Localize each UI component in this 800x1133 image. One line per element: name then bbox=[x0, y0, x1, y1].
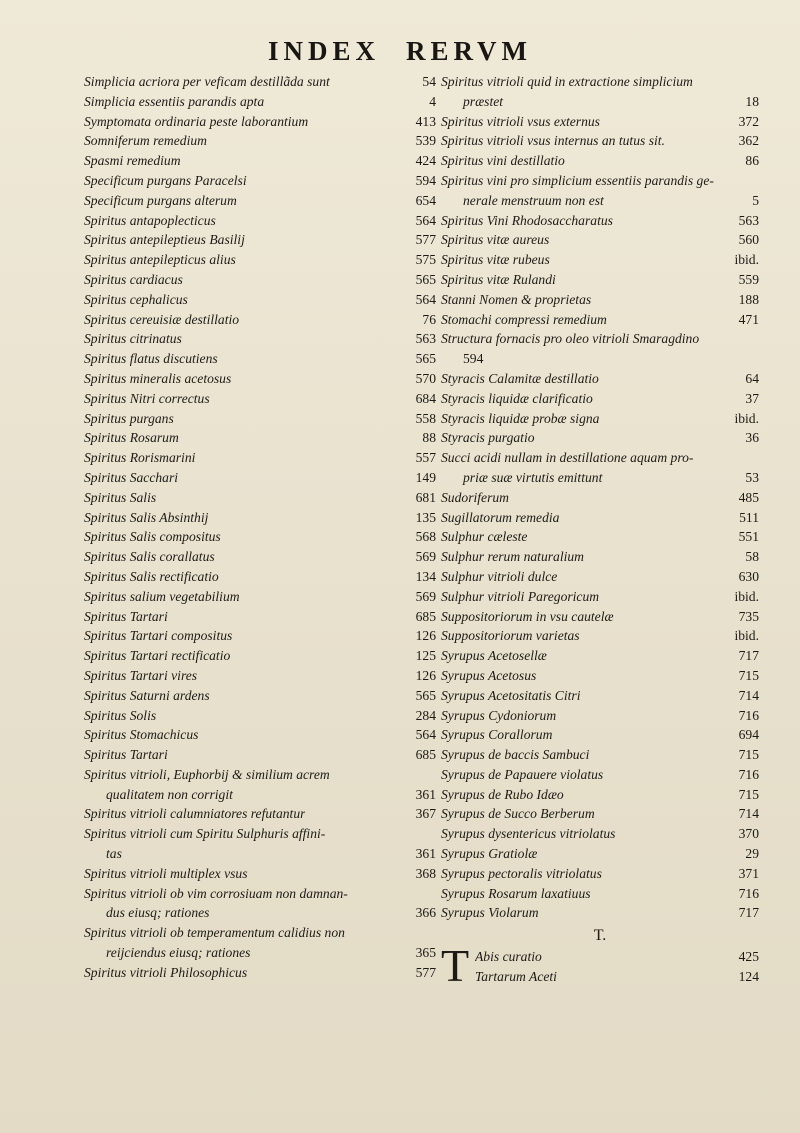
index-entry bbox=[84, 191, 436, 211]
entry-text: Spiritus Salis compositus bbox=[84, 529, 221, 545]
entry-text: Spiritus vini pro simplicium essentiis parandis ge- bbox=[441, 172, 714, 188]
entry-text: Syrupus de Papauere violatus bbox=[441, 766, 604, 782]
page-number: 565 bbox=[415, 687, 436, 703]
entry-text: Spiritus vitæ aureus bbox=[441, 232, 550, 248]
entry-text: Abis curatio bbox=[475, 949, 542, 965]
page-number: 149 bbox=[415, 469, 436, 485]
index-entry bbox=[441, 725, 759, 745]
index-entry bbox=[84, 508, 436, 528]
page-number: 563 bbox=[415, 331, 436, 347]
right-column bbox=[441, 72, 759, 992]
entry-text-cont: dus eiusq; rationes bbox=[106, 905, 210, 921]
index-entry bbox=[441, 508, 759, 528]
index-entry bbox=[84, 547, 436, 567]
entry-text: Spiritus purgans bbox=[84, 410, 174, 426]
index-entry bbox=[84, 92, 436, 112]
page-number: 569 bbox=[415, 588, 436, 604]
index-entry bbox=[441, 864, 759, 884]
entry-text: Spiritus vitæ rubeus bbox=[441, 252, 550, 268]
index-entry bbox=[84, 369, 436, 389]
entry-text: Spiritus antepilepticus alius bbox=[84, 252, 236, 268]
index-entry bbox=[475, 947, 759, 967]
entry-text: Spiritus Sacchari bbox=[84, 469, 179, 485]
index-entry bbox=[84, 725, 436, 745]
page-number: 594 bbox=[463, 351, 484, 367]
entry-text: Spiritus vitrioli ob temperamentum calidius non bbox=[84, 925, 345, 941]
entry-text: Spiritus Tartari compositus bbox=[84, 628, 233, 644]
entry-text: Syrupus Corallorum bbox=[441, 727, 553, 743]
page-number: 361 bbox=[415, 846, 436, 862]
entry-text: Syrupus Rosarum laxatiuus bbox=[441, 885, 591, 901]
page-number: 511 bbox=[739, 509, 759, 525]
entry-text: Syrupus dysentericus vitriolatus bbox=[441, 826, 616, 842]
page-number: 559 bbox=[738, 271, 759, 287]
entry-text: Spiritus antapoplecticus bbox=[84, 212, 216, 228]
index-entry bbox=[84, 706, 436, 726]
index-entry bbox=[84, 527, 436, 547]
entry-continuation bbox=[84, 844, 436, 864]
page-number: 564 bbox=[415, 212, 436, 228]
index-entry bbox=[84, 329, 436, 349]
entry-text: Spiritus Nitri correctus bbox=[84, 390, 210, 406]
page-number: 37 bbox=[745, 390, 759, 406]
page-number: 594 bbox=[415, 172, 436, 188]
entry-continuation bbox=[84, 943, 436, 963]
index-entry bbox=[84, 626, 436, 646]
index-entry bbox=[441, 785, 759, 805]
entry-text: Stomachi compressi remedium bbox=[441, 311, 607, 327]
entry-text: Spiritus Solis bbox=[84, 707, 157, 723]
index-entry bbox=[441, 211, 759, 231]
entry-text: Spiritus Tartari bbox=[84, 608, 168, 624]
index-entry bbox=[441, 646, 759, 666]
index-entry bbox=[84, 310, 436, 330]
index-entry bbox=[441, 804, 759, 824]
index-entry bbox=[84, 409, 436, 429]
entry-text: Spiritus vitrioli vsus internus an tutus sit. bbox=[441, 133, 665, 149]
index-entry bbox=[441, 884, 759, 904]
index-entry bbox=[441, 310, 759, 330]
page-number: 4 bbox=[429, 93, 436, 109]
entry-text: Spiritus flatus discutiens bbox=[84, 351, 218, 367]
index-entry bbox=[84, 646, 436, 666]
page-number: 370 bbox=[738, 826, 759, 842]
page-number: ibid. bbox=[734, 588, 759, 604]
index-entry bbox=[441, 567, 759, 587]
page-number: 124 bbox=[738, 969, 759, 985]
entry-text: Spiritus Rorismarini bbox=[84, 450, 196, 466]
page-number: 716 bbox=[738, 885, 759, 901]
entry-text: Somniferum remedium bbox=[84, 133, 207, 149]
entry-text: Suppositoriorum varietas bbox=[441, 628, 580, 644]
entry-text: Spiritus vitrioli ob vim corrosiuam non damnan- bbox=[84, 885, 348, 901]
page-number: 372 bbox=[738, 113, 759, 129]
page-number: 684 bbox=[415, 390, 436, 406]
entry-text: Sulphur vitrioli Paregoricum bbox=[441, 588, 600, 604]
page-number: 557 bbox=[415, 450, 436, 466]
entry-text: Spiritus vitrioli, Euphorbij & similium acrem bbox=[84, 766, 330, 782]
entry-text: Spiritus cephalicus bbox=[84, 291, 188, 307]
page-number: 284 bbox=[415, 707, 436, 723]
index-entry bbox=[84, 349, 436, 369]
index-entry bbox=[84, 745, 436, 765]
index-entry bbox=[84, 468, 436, 488]
index-entry bbox=[441, 428, 759, 448]
page-number: 365 bbox=[415, 945, 436, 961]
page-number: 366 bbox=[415, 905, 436, 921]
entry-continuation bbox=[84, 903, 436, 923]
page-number: 681 bbox=[415, 489, 436, 505]
page-number: 716 bbox=[738, 707, 759, 723]
index-entry bbox=[441, 151, 759, 171]
index-entry bbox=[441, 488, 759, 508]
page-number: 5 bbox=[752, 192, 759, 208]
entry-text: Sulphur vitrioli dulce bbox=[441, 568, 558, 584]
entry-continuation bbox=[441, 468, 759, 488]
entry-text: Syrupus Cydoniorum bbox=[441, 707, 557, 723]
entry-text: Spiritus vitæ Rulandi bbox=[441, 271, 556, 287]
entry-text: Syrupus pectoralis vitriolatus bbox=[441, 865, 602, 881]
entry-text: Styracis purgatio bbox=[441, 430, 535, 446]
page-number: 715 bbox=[738, 747, 759, 763]
index-entry bbox=[84, 290, 436, 310]
index-entry bbox=[475, 967, 759, 987]
index-entry bbox=[441, 389, 759, 409]
entry-text: Spiritus Stomachicus bbox=[84, 727, 199, 743]
index-entry bbox=[84, 448, 436, 468]
index-entry bbox=[441, 765, 759, 785]
page-number: 685 bbox=[415, 747, 436, 763]
entry-text: Styracis Calamitæ destillatio bbox=[441, 370, 599, 386]
index-entry bbox=[84, 567, 436, 587]
page-number: 558 bbox=[415, 410, 436, 426]
entry-text: Spiritus vitrioli multiplex vsus bbox=[84, 865, 248, 881]
entry-text: Spiritus vitrioli quid in extractione simplicium bbox=[441, 74, 693, 89]
entry-text: Specificum purgans Paracelsi bbox=[84, 172, 247, 188]
page-number: 717 bbox=[738, 648, 759, 664]
index-entry bbox=[84, 587, 436, 607]
entry-text: Styracis liquidæ clarificatio bbox=[441, 390, 593, 406]
page-number: 371 bbox=[738, 865, 759, 881]
index-entry bbox=[441, 626, 759, 646]
entry-text: Stanni Nomen & proprietas bbox=[441, 291, 592, 307]
page-number: 717 bbox=[738, 905, 759, 921]
page-number: 630 bbox=[738, 568, 759, 584]
page-number: 485 bbox=[738, 489, 759, 505]
entry-text: Sugillatorum remedia bbox=[441, 509, 560, 525]
page-number: 413 bbox=[415, 113, 436, 129]
page-number: 361 bbox=[415, 786, 436, 802]
page-number: ibid. bbox=[734, 628, 759, 644]
entry-text-cont: tas bbox=[106, 846, 122, 862]
index-entry bbox=[84, 211, 436, 231]
page-number: 88 bbox=[422, 430, 436, 446]
entry-text: Spiritus Saturni ardens bbox=[84, 687, 210, 703]
entry-text: Syrupus Acetosus bbox=[441, 667, 537, 683]
entry-text: Simplicia essentiis parandis apta bbox=[84, 93, 265, 109]
entry-text: Spiritus Tartari vires bbox=[84, 667, 198, 683]
entry-text: Sudoriferum bbox=[441, 489, 509, 505]
index-entry bbox=[84, 250, 436, 270]
index-entry bbox=[84, 131, 436, 151]
index-entry bbox=[84, 666, 436, 686]
drop-cap: T bbox=[441, 940, 470, 992]
index-entry bbox=[441, 230, 759, 250]
section-letter-heading: T. bbox=[593, 927, 607, 945]
entry-continuation bbox=[441, 92, 759, 112]
page-number: 58 bbox=[745, 549, 759, 565]
page-number: 425 bbox=[738, 949, 759, 965]
page-number: 716 bbox=[738, 766, 759, 782]
entry-text: Spiritus vini destillatio bbox=[441, 153, 565, 169]
index-entry bbox=[441, 448, 759, 468]
index-entry bbox=[441, 527, 759, 547]
page-number: 53 bbox=[745, 469, 759, 485]
page-number: 18 bbox=[745, 93, 759, 109]
entry-text: Spasmi remedium bbox=[84, 153, 181, 169]
page-number: 577 bbox=[415, 964, 436, 980]
entry-text: Styracis liquidæ probæ signa bbox=[441, 410, 600, 426]
page-number: 539 bbox=[415, 133, 436, 149]
page-number: 715 bbox=[738, 667, 759, 683]
entry-text-cont: priæ suæ virtutis emittunt bbox=[463, 469, 603, 485]
entry-text: Spiritus Rosarum bbox=[84, 430, 179, 446]
entry-text-cont: præstet bbox=[463, 93, 504, 109]
page-number: 76 bbox=[422, 311, 436, 327]
page-number: 735 bbox=[738, 608, 759, 624]
index-entry bbox=[441, 903, 759, 923]
entry-text-cont: nerale menstruum non est bbox=[463, 192, 604, 208]
page-number: 714 bbox=[738, 687, 759, 703]
entry-text: Syrupus Acetositatis Citri bbox=[441, 687, 581, 703]
entry-text: Spiritus mineralis acetosus bbox=[84, 370, 232, 386]
index-entry bbox=[84, 72, 436, 92]
entry-continuation bbox=[84, 785, 436, 805]
entry-text: Spiritus Salis bbox=[84, 489, 157, 505]
entry-text: Spiritus Salis Absinthij bbox=[84, 509, 209, 525]
index-entry bbox=[84, 804, 436, 824]
index-entry bbox=[84, 151, 436, 171]
page-number: 694 bbox=[738, 727, 759, 743]
index-entry bbox=[84, 230, 436, 250]
entry-text: Spiritus antepileptieus Basilij bbox=[84, 232, 245, 248]
page-number: 565 bbox=[415, 351, 436, 367]
page-number: 577 bbox=[415, 232, 436, 248]
index-entry bbox=[441, 329, 759, 349]
index-entry bbox=[441, 270, 759, 290]
index-entry bbox=[441, 587, 759, 607]
entry-text: Spiritus Salis corallatus bbox=[84, 549, 215, 565]
index-entry bbox=[441, 706, 759, 726]
index-entry bbox=[441, 686, 759, 706]
page-number: 126 bbox=[415, 667, 436, 683]
entry-text: Spiritus Vini Rhodosaccharatus bbox=[441, 212, 613, 228]
index-entry bbox=[441, 607, 759, 627]
entry-text: Sulphur cæleste bbox=[441, 529, 528, 545]
entry-text: Spiritus vitrioli cum Spiritu Sulphuris affini- bbox=[84, 826, 326, 842]
index-entry bbox=[84, 923, 436, 943]
entry-text: Syrupus Acetosellæ bbox=[441, 648, 547, 664]
index-entry bbox=[84, 824, 436, 844]
page-number: ibid. bbox=[734, 252, 759, 268]
index-entry bbox=[441, 844, 759, 864]
entry-text: Syrupus de Succo Berberum bbox=[441, 806, 595, 822]
index-entry bbox=[84, 112, 436, 132]
page-number: 135 bbox=[415, 509, 436, 525]
entry-text: Spiritus vitrioli Philosophicus bbox=[84, 964, 248, 980]
entry-continuation bbox=[441, 191, 759, 211]
index-entry bbox=[84, 171, 436, 191]
page-number: 424 bbox=[415, 153, 436, 169]
entry-text: Spiritus cereuisiæ destillatio bbox=[84, 311, 240, 327]
page-number: 29 bbox=[745, 846, 759, 862]
header-word-index: INDEX bbox=[267, 36, 380, 66]
index-entry bbox=[84, 389, 436, 409]
page-number: 188 bbox=[738, 291, 759, 307]
index-entry bbox=[84, 270, 436, 290]
entry-text: Spiritus Tartari rectificatio bbox=[84, 648, 231, 664]
index-entry bbox=[441, 824, 759, 844]
page-number: 564 bbox=[415, 727, 436, 743]
page-number: 551 bbox=[738, 529, 759, 545]
index-entry bbox=[84, 884, 436, 904]
index-entry bbox=[441, 171, 759, 191]
entry-text: Syrupus Gratiolæ bbox=[441, 846, 538, 862]
header-word-rerum: RERVM bbox=[405, 36, 533, 66]
page-number: 569 bbox=[415, 549, 436, 565]
entry-text: Syrupus Violarum bbox=[441, 905, 539, 921]
page-number: 367 bbox=[415, 806, 436, 822]
entry-text: Spiritus salium vegetabilium bbox=[84, 588, 240, 604]
index-entry bbox=[441, 250, 759, 270]
page-number: 64 bbox=[745, 370, 759, 386]
index-entry bbox=[84, 607, 436, 627]
page-number: 563 bbox=[738, 212, 759, 228]
page-number: 715 bbox=[738, 786, 759, 802]
left-column bbox=[84, 72, 436, 983]
page-number: 570 bbox=[415, 370, 436, 386]
page-number: 36 bbox=[745, 430, 759, 446]
index-entry bbox=[84, 488, 436, 508]
index-entry bbox=[84, 686, 436, 706]
entry-text: Spiritus vitrioli vsus externus bbox=[441, 113, 600, 129]
page-number: 54 bbox=[422, 74, 436, 89]
index-entry bbox=[441, 666, 759, 686]
index-entry bbox=[441, 547, 759, 567]
entry-text: Specificum purgans alterum bbox=[84, 192, 237, 208]
page-number: 362 bbox=[738, 133, 759, 149]
page-number: 714 bbox=[738, 806, 759, 822]
index-entry bbox=[84, 428, 436, 448]
page-header bbox=[0, 36, 800, 67]
entry-text: Spiritus Salis rectificatio bbox=[84, 568, 219, 584]
page-number: 125 bbox=[415, 648, 436, 664]
entry-text: Syrupus de baccis Sambuci bbox=[441, 747, 590, 763]
letter-t-block bbox=[441, 940, 759, 992]
page-number: 86 bbox=[745, 153, 759, 169]
page-number: 568 bbox=[415, 529, 436, 545]
index-entry bbox=[84, 864, 436, 884]
page-number: 368 bbox=[415, 865, 436, 881]
entry-text: Suppositoriorum in vsu cautelæ bbox=[441, 608, 614, 624]
index-entry bbox=[441, 290, 759, 310]
index-entry bbox=[441, 409, 759, 429]
page-number: 126 bbox=[415, 628, 436, 644]
index-entry bbox=[441, 112, 759, 132]
entry-text-cont: reijciendus eiusq; rationes bbox=[106, 945, 251, 961]
letter-t-entries bbox=[475, 947, 759, 987]
index-entry bbox=[441, 369, 759, 389]
entry-text: Spiritus cardiacus bbox=[84, 271, 183, 287]
index-entry bbox=[84, 765, 436, 785]
page-number: 685 bbox=[415, 608, 436, 624]
page-number: 134 bbox=[415, 568, 436, 584]
page-number: ibid. bbox=[734, 410, 759, 426]
index-entry bbox=[84, 963, 436, 983]
entry-text: Symptomata ordinaria peste laborantium bbox=[84, 113, 309, 129]
page-number: 575 bbox=[415, 252, 436, 268]
entry-text: Tartarum Aceti bbox=[475, 969, 557, 985]
entry-text: Sulphur rerum naturalium bbox=[441, 549, 584, 565]
index-entry bbox=[441, 745, 759, 765]
entry-text: Simplicia acriora per veficam destillãda sunt bbox=[84, 74, 330, 89]
entry-text: Succi acidi nullam in destillatione aquam pro- bbox=[441, 450, 694, 466]
entry-text: Syrupus de Rubo Idæo bbox=[441, 786, 564, 802]
page-number: 654 bbox=[415, 192, 436, 208]
page-number: 560 bbox=[738, 232, 759, 248]
page-number: 471 bbox=[738, 311, 759, 327]
entry-text: Spiritus vitrioli calumniatores refutantur bbox=[84, 806, 306, 822]
entry-text: Spiritus citrinatus bbox=[84, 331, 182, 347]
page-number: 565 bbox=[415, 271, 436, 287]
entry-text-cont: qualitatem non corrigit bbox=[106, 786, 233, 802]
index-entry bbox=[441, 131, 759, 151]
entry-text: Spiritus Tartari bbox=[84, 747, 168, 763]
index-entry bbox=[441, 72, 759, 92]
page-number: 564 bbox=[415, 291, 436, 307]
entry-text: Structura fornacis pro oleo vitrioli Smaragdino bbox=[441, 331, 700, 347]
